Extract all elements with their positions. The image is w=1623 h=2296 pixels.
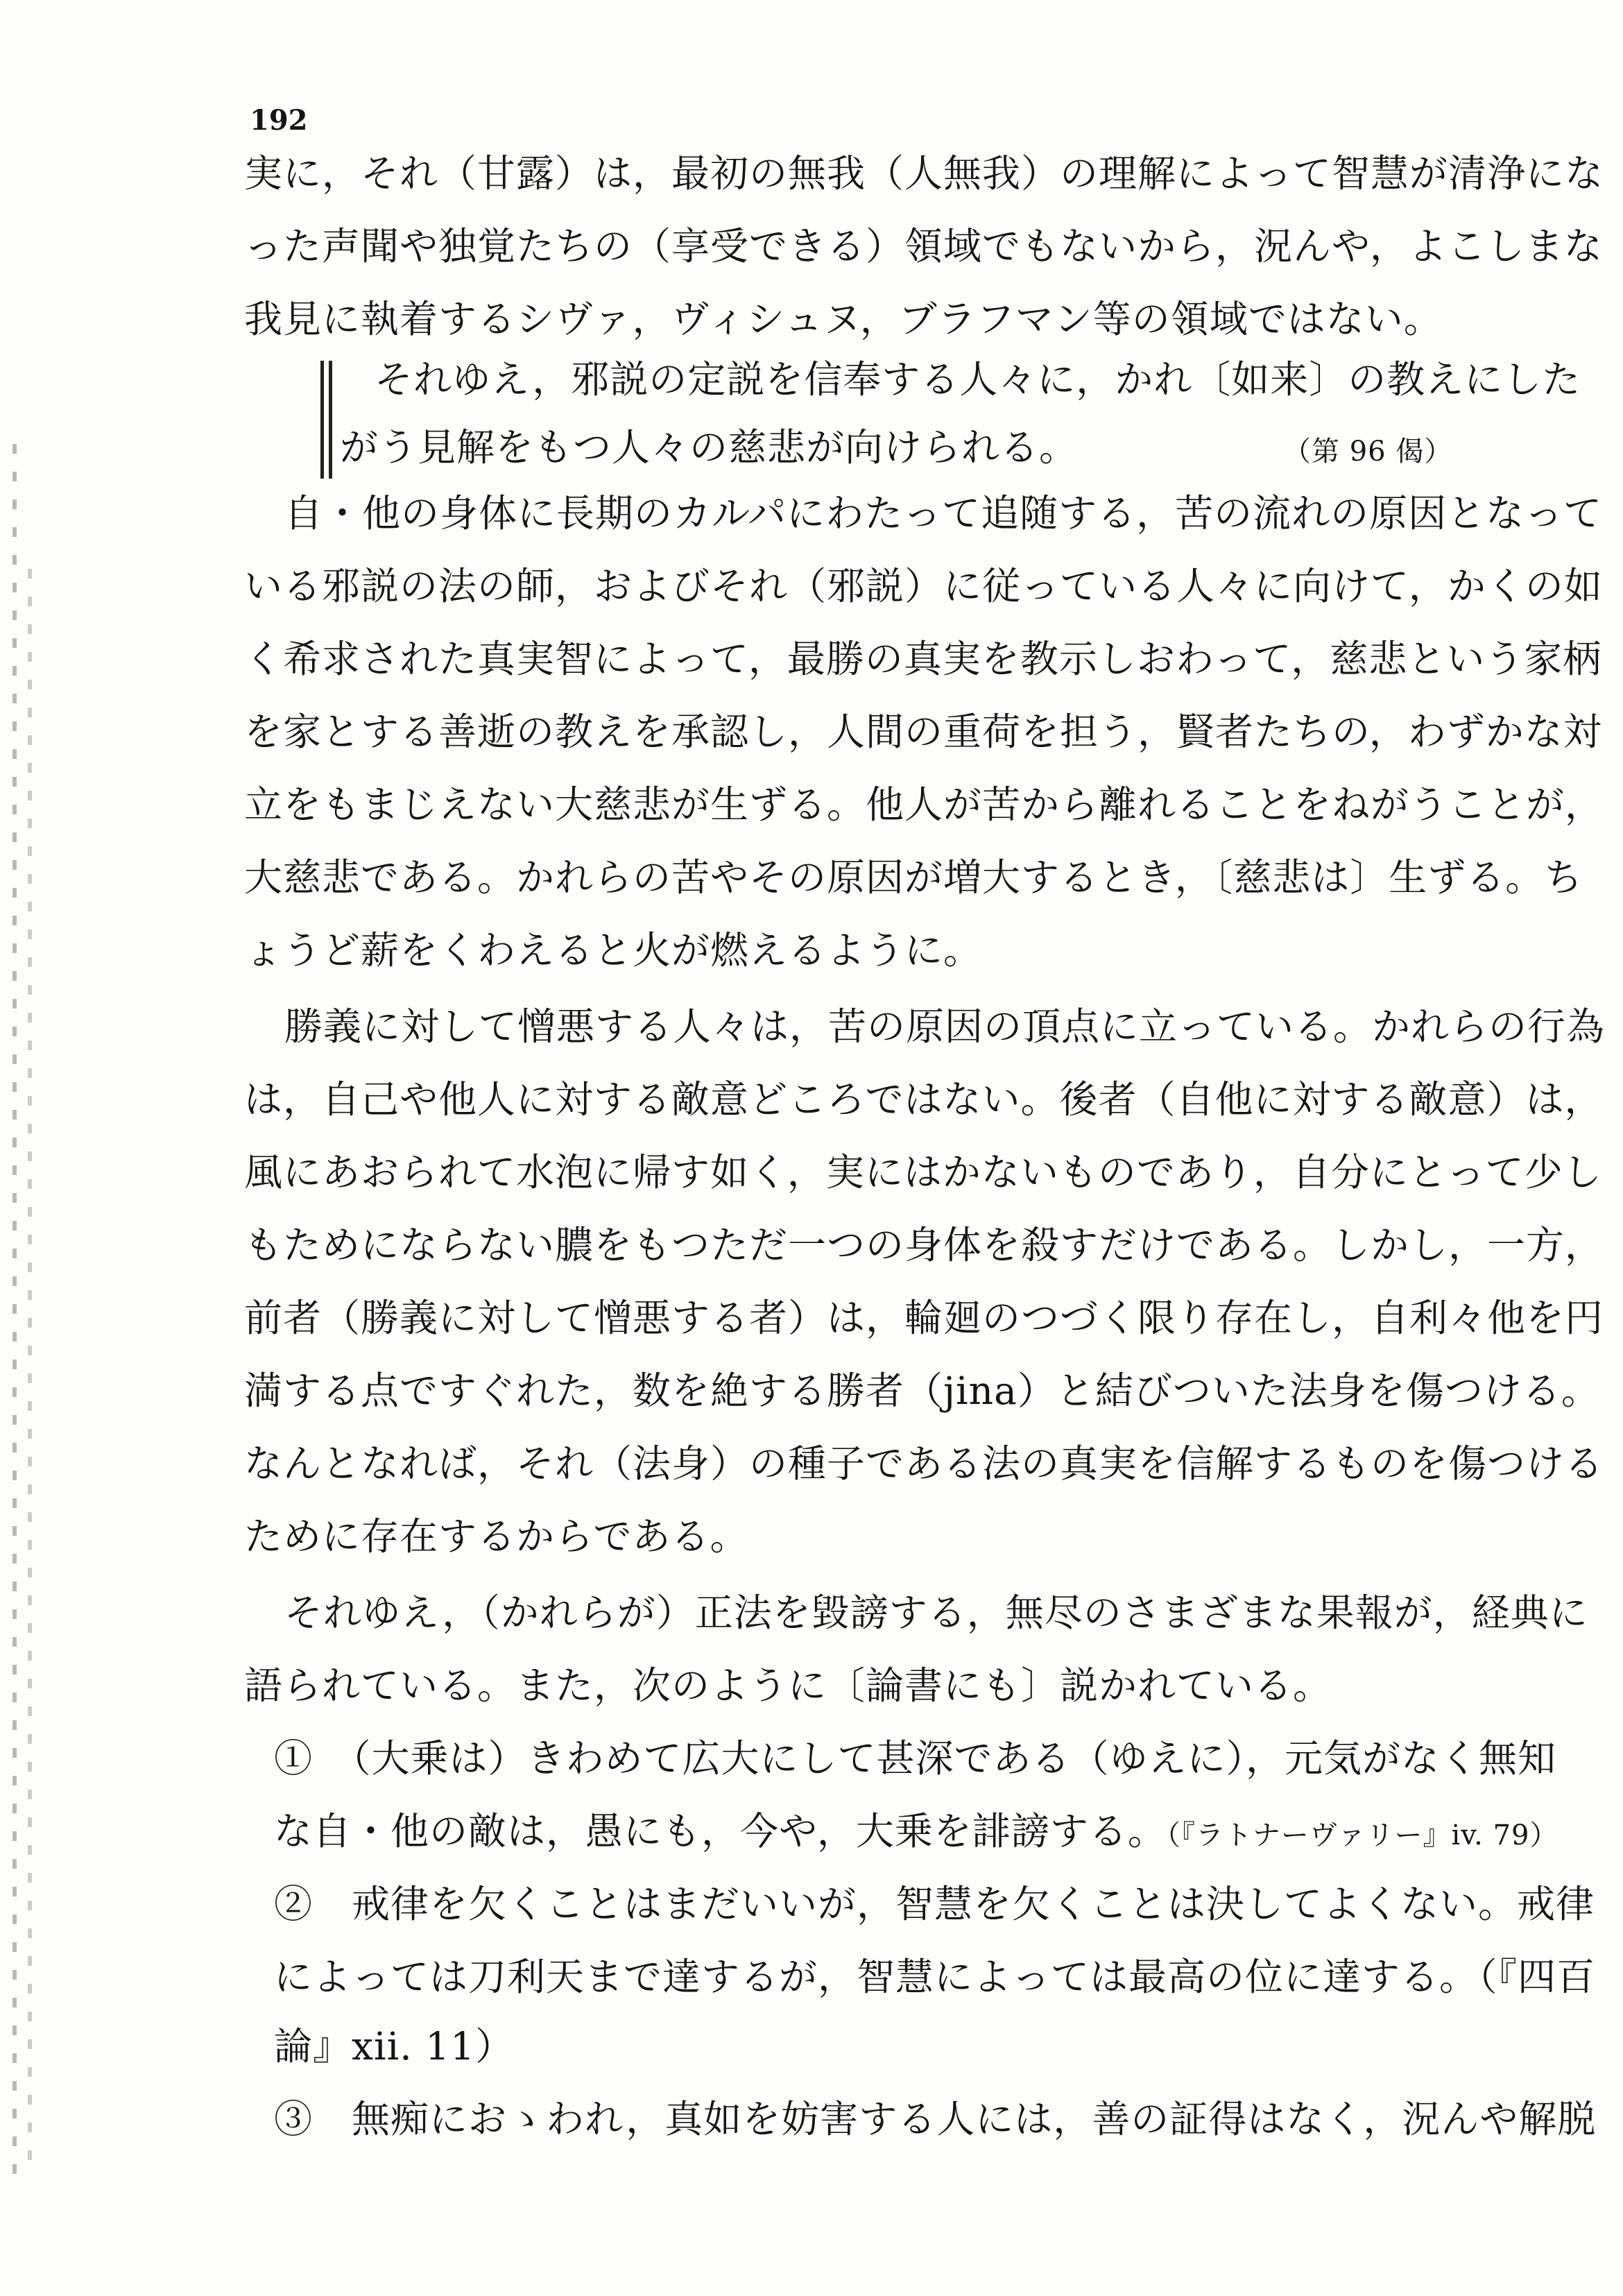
quote-line: によっては刀利天まで達するが，智慧によっては最高の位に達する。（『四百 [274,1955,1596,1999]
page-number: 192 [250,104,308,137]
verse-line: がう見解をもつ人々の慈悲が向けられる。 [340,425,1079,470]
scan-edge-shadow [12,444,17,2178]
text-line: 我見に執着するシヴァ，ヴィシュヌ，ブラフマン等の領域ではない。 [244,297,1443,341]
text-line: く希求された真実智によって，最勝の真実を教示しおわって，慈悲という家柄 [244,637,1602,681]
text-line: 自・他の身体に長期のカルパにわたって追随する，苦の流れの原因となって [284,491,1603,536]
text-line: ょうど薪をくわえると火が燃えるように。 [244,928,983,973]
text-line: 立をもまじえない大慈悲が生ずる。他人が苦から離れることをねがうことが， [244,782,1604,827]
quote-line: ① （大乗は）きわめて広大にして甚深である（ゆえに），元気がなく無知 [274,1736,1557,1781]
text-line: 語られている。また，次のように〔論書にも〕説かれている。 [244,1663,1332,1708]
text-line: もためにならない膿をもつただ一つの身体を殺すだけである。しかし，一方， [244,1223,1604,1267]
text-line: 風にあおられて水泡に帰す如く，実にはかないものであり，自分にとって少し [244,1150,1602,1194]
text-line: なんとなれば，それ（法身）の種子である法の真実を信解するものを傷つける [244,1441,1604,1486]
text-line: を家とする善逝の教えを承認し，人間の重荷を担う，賢者たちの，わずかな対 [244,710,1602,754]
text-line: いる邪説の法の師，およびそれ（邪説）に従っている人々に向けて，かくの如 [244,564,1603,608]
text-line: 勝義に対して憎悪する人々は，苦の原因の頂点に立っている。かれらの行為 [284,1004,1606,1049]
text-line: 実に，それ（甘露）は，最初の無我（人無我）の理解によって智慧が清浄にな [244,151,1604,196]
text-line: 前者（勝義に対して憎悪する者）は，輪廻のつづく限り存在し，自利々他を円 [244,1296,1604,1340]
text-line: は，自己や他人に対する敵意どころではない。後者（自他に対する敵意）は， [244,1077,1604,1122]
quote-line: 論』xii. 11） [274,2024,515,2068]
verse-line: それゆえ，邪説の定説を信奉する人々に，かれ〔如来〕の教えにした [375,357,1581,402]
verse-citation: （第 96 偈） [1283,436,1453,468]
quote-citation: （『ラトナーヴァリー』iv. 79） [1166,1819,1558,1851]
text-line: それゆえ，（かれらが）正法を毀謗する，無尽のさまざまな果報が，経典に [284,1591,1588,1635]
scan-edge-shadow [28,569,32,2164]
text-line: 大慈悲である。かれらの苦やその原因が増大するとき，〔慈悲は〕生ずる。ち [244,855,1583,900]
text-line: った声聞や独覚たちの（享受できる）領域でもないから，況んや，よこしまな [244,224,1603,268]
quote-line: ② 戒律を欠くことはまだいいが，智慧を欠くことは決してよくない。戒律 [274,1882,1595,1926]
quote-line: な自・他の敵は，愚にも，今や，大乗を誹謗する。（『ラトナーヴァリー』iv. 79） [274,1809,1558,1853]
text-line: ために存在するからである。 [244,1514,749,1559]
quote-line: ③ 無痴におゝわれ，真如を妨害する人には，善の証得はなく，況んや解脱 [274,2097,1597,2141]
verse-marker-bar [329,361,332,479]
verse-marker-bar [320,361,324,479]
text-line: 満する点ですぐれた，数を絶する勝者（jina）と結びついた法身を傷つける。 [244,1369,1600,1413]
